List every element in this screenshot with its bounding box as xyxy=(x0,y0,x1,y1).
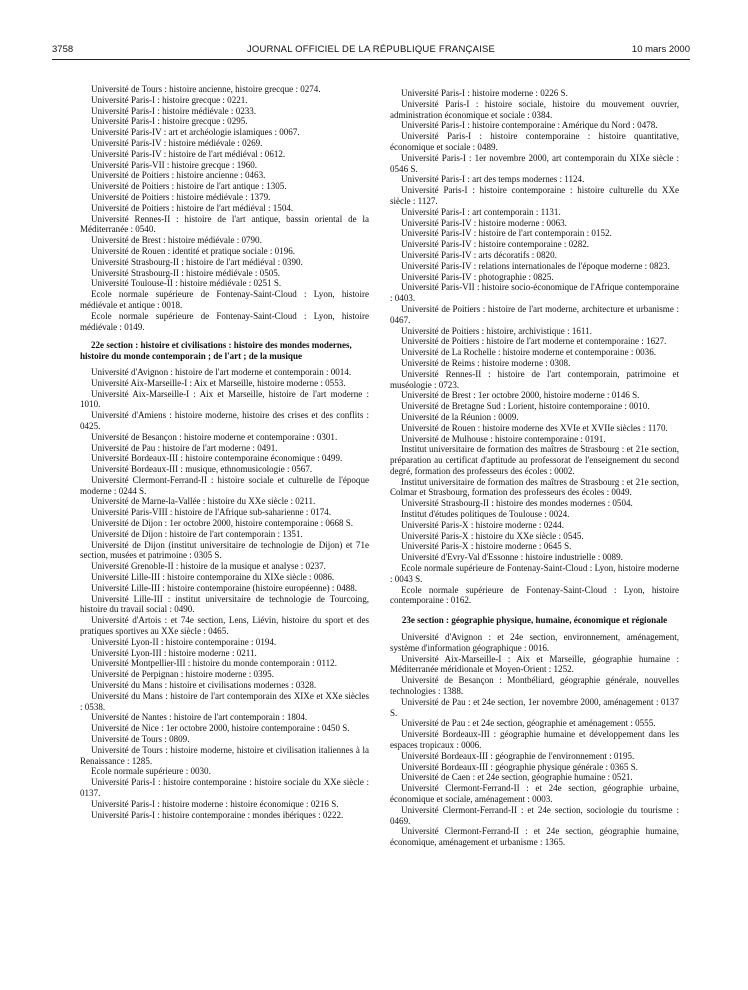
entry: Université Lille-III : institut universitaire de technologie de Tourcoing, histoire du travail social : 0490. xyxy=(80,593,369,615)
entry: Université Paris-IV : arts décoratifs : 0820. xyxy=(401,249,557,260)
entry: Université de Nice : 1er octobre 2000, histoire contemporaine : 0450 S. xyxy=(91,723,350,734)
header-rule xyxy=(52,59,690,60)
entry: Université d'Avignon : histoire de l'art moderne et contemporain : 0014. xyxy=(91,366,352,377)
entry: Université Bordeaux-III : géographie humaine et développement dans les espaces tropicaux : 0006. xyxy=(390,729,679,751)
entry: Université d'Amiens : histoire moderne, histoire des crises et des conflits : 0425. xyxy=(80,410,369,431)
entry: Université Clermont-Ferrand-II : et 24e section, géographie humaine, économique, aménagement et urbanisme : 1365. xyxy=(390,826,679,848)
entry: Université Paris-VIII : histoire de l'Afrique sub-saharienne : 0174. xyxy=(91,507,332,518)
entry: Université de Poitiers : histoire de l'art moderne et contemporaine : 1627. xyxy=(401,336,667,347)
entry: Université Paris-IV : histoire moderne : 0063. xyxy=(401,217,567,228)
entry: Université Paris-I : 1er novembre 2000, art contemporain du XIXe siècle : 0546 S. xyxy=(390,152,679,174)
entry: Université d'Evry-Val d'Essonne : histoire industrielle : 0089. xyxy=(401,552,623,563)
entry: Université de Pau : et 24e section, géographie et aménagement : 0555. xyxy=(401,718,656,729)
entry: Ecole normale supérieure de Fontenay-Saint-Cloud : Lyon, histoire contemporaine : 0162. xyxy=(390,584,679,606)
entry: Université de Brest : histoire médiévale : 0790. xyxy=(91,235,262,246)
entry: Université Paris-I : histoire médiévale : 0233. xyxy=(91,105,257,116)
entry: Université Toulouse-II : histoire médiévale : 0251 S. xyxy=(91,278,282,289)
entry: Université Paris-I : histoire grecque : 0295. xyxy=(91,116,248,127)
entry: Université Paris-X : histoire du XXe siècle : 0545. xyxy=(401,530,584,541)
entry: Université Aix-Marseille-I : Aix et Marseille, histoire de l'art moderne : 1010. xyxy=(80,388,369,410)
entry: Université Paris-VII : histoire socio-économique de l'Afrique contemporaine : 0403. xyxy=(390,282,679,304)
entry: Université de Besançon : histoire moderne et contemporaine : 0301. xyxy=(91,431,338,442)
entry: Université Paris-I : histoire contemporaine : histoire quantitative, économique et sociale : 0489. xyxy=(390,131,679,152)
entry: Université Paris-I : histoire grecque : 0221. xyxy=(91,94,248,105)
entry: Université du Mans : histoire de l'art contemporain des XIXe et XXe siècles : 0538. xyxy=(80,690,369,712)
entry: Université Lyon-II : histoire contemporaine : 0194. xyxy=(91,636,277,647)
entry: Université Bordeaux-III : géographie physique générale : 0365 S. xyxy=(401,761,638,772)
entry: Université de Rouen : identité et pratique sociale : 0196. xyxy=(91,245,296,256)
entry: Université de Caen : et 24e section, géographie humaine : 0521. xyxy=(401,772,633,783)
entry: Université Paris-I : histoire sociale, histoire du mouvement ouvrier, administration économique et sociale : 0384. xyxy=(390,98,679,120)
entry: Université Montpellier-III : histoire du monde contemporain : 0112. xyxy=(91,658,337,669)
entry: Université Paris-IV : histoire de l'art médiéval : 0612. xyxy=(91,148,286,159)
section-22-list xyxy=(80,367,369,820)
issue-date: 10 mars 2000 xyxy=(631,44,690,55)
entry: Université de Besançon : Montbéliard, géographie générale, nouvelles technologies : 1388. xyxy=(390,675,679,697)
right-column xyxy=(390,88,679,978)
entry: Université d'Artois : et 74e section, Lens, Liévin, histoire du sport et des pratiques sportives au XXe siècle : 0465. xyxy=(80,615,369,637)
entry: Université Paris-IV : histoire contemporaine : 0282. xyxy=(401,239,590,250)
entry: Université Strasbourg-II : histoire des mondes modernes : 0504. xyxy=(401,498,633,509)
entry: Université du Mans : histoire et civilisations modernes : 0328. xyxy=(91,680,317,691)
entry: Université Paris-I : histoire contemporaine : Amérique du Nord : 0478. xyxy=(401,120,658,131)
section-23-heading: 23e section : géographie physique, humaine, économique et régionale xyxy=(401,615,668,626)
entry: Université Lyon-III : histoire moderne : 0211. xyxy=(91,647,257,658)
entry: Université Paris-I : histoire contemporaine : histoire sociale du XXe siècle : 0137. xyxy=(80,777,369,798)
entry: Université de Dijon : histoire de l'art contemporain : 1351. xyxy=(91,528,303,539)
entry: Université de Bretagne Sud : Lorient, histoire contemporaine : 0010. xyxy=(401,401,650,412)
entry: Université de Poitiers : histoire médiévale : 1379. xyxy=(91,191,271,202)
entry: Université de la Réunion : 0009. xyxy=(401,411,519,422)
entry: Université de Dijon : 1er octobre 2000, histoire contemporaine : 0668 S. xyxy=(91,518,354,529)
entry: Université de Brest : 1er octobre 2000, histoire moderne : 0146 S. xyxy=(401,390,640,401)
entry: Université Lille-III : histoire contemporaine (histoire européenne) : 0488. xyxy=(91,582,358,593)
section-22-continued-list xyxy=(390,88,679,606)
entry: Université Paris-I : histoire moderne : histoire économique : 0216 S. xyxy=(91,798,339,809)
entry: Université de Poitiers : histoire de l'art médiéval : 1504. xyxy=(91,202,294,213)
entry: Université Bordeaux-III : musique, ethnomusicologie : 0567. xyxy=(91,464,313,475)
entry: Université de Tours : 0809. xyxy=(91,734,190,745)
entry: Institut universitaire de formation des maîtres de Strasbourg : et 21e section, préparation au certificat d'aptitude au professorat de l'enseignement du second degré, formation des professeurs des écoles : 0002. xyxy=(390,444,679,476)
entry: Université Paris-IV : histoire de l'art contemporain : 0152. xyxy=(401,228,612,239)
entry: Institut d'études politiques de Toulouse : 0024. xyxy=(401,509,570,520)
entry: Université Paris-VII : histoire grecque : 1960. xyxy=(91,159,258,170)
entry: Université Strasbourg-II : histoire de l'art médiéval : 0390. xyxy=(91,256,303,267)
section-23-list xyxy=(390,632,679,848)
entry: Université Aix-Marseille-I : Aix et Marseille, géographie humaine : Méditerranée méridionale et Moyen-Orient : 1252. xyxy=(390,653,679,675)
entry: Université de Marne-la-Vallée : histoire du XXe siècle : 0211. xyxy=(91,496,316,507)
entry: Université Strasbourg-II : histoire médiévale : 0505. xyxy=(91,267,281,278)
page-number: 3758 xyxy=(52,44,74,55)
entry: Université Paris-IV : histoire médiévale : 0269. xyxy=(91,137,263,148)
entry: Ecole normale supérieure de Fontenay-Saint-Cloud : Lyon, histoire moderne : 0043 S. xyxy=(390,563,679,584)
entry: Université Bordeaux-III : géographie de l'environnement : 0195. xyxy=(401,750,635,761)
entry: Université Paris-X : histoire moderne : 0244. xyxy=(401,519,565,530)
entry: Université Clermont-Ferrand-II : et 24e section, sociologie du tourisme : 0469. xyxy=(390,804,679,826)
entry: Université Grenoble-II : histoire de la musique et analyse : 0237. xyxy=(91,561,326,572)
entry: Université de Poitiers : histoire, archivistique : 1611. xyxy=(401,325,592,336)
entry: Université Paris-I : art contemporain : 1131. xyxy=(401,206,561,217)
entry: Université de Poitiers : histoire de l'art antique : 1305. xyxy=(91,181,287,192)
entry: Ecole normale supérieure : 0030. xyxy=(91,766,211,777)
entry: Université Rennes-II : histoire de l'art contemporain, patrimoine et muséologie : 0723. xyxy=(390,368,679,390)
page-header xyxy=(52,44,690,58)
entry: Université Paris-I : art des temps modernes : 1124. xyxy=(401,174,585,185)
entry: Université Paris-I : histoire contemporaine : histoire culturelle du XXe siècle : 1127. xyxy=(390,185,679,206)
entry: Université de Rouen : histoire moderne des XVIe et XVIIe siècles : 1170. xyxy=(401,422,668,433)
entry: Université de Reims : histoire moderne : 0308. xyxy=(401,357,571,368)
entry: Institut universitaire de formation des maîtres de Strasbourg : et 21e section, Colmar et Strasbourg, formation des professeurs des écoles : 0049. xyxy=(390,476,679,498)
entry: Université d'Avignon : et 24e section, environnement, aménagement, système d'information géographique : 0016. xyxy=(390,632,679,653)
entry: Ecole normale supérieure de Fontenay-Saint-Cloud : Lyon, histoire médiévale : 0149. xyxy=(80,310,369,332)
entry: Université Aix-Marseille-I : Aix et Marseille, histoire moderne : 0553. xyxy=(91,377,346,388)
entry: Université Lille-III : histoire contemporaine du XIXe siècle : 0086. xyxy=(91,572,335,583)
entry: Université Paris-X : histoire moderne : 0645 S. xyxy=(401,541,572,552)
entry: Université Bordeaux-III : histoire contemporaine économique : 0499. xyxy=(91,453,343,464)
entry: Université Paris-IV : art et archéologie islamiques : 0067. xyxy=(91,127,300,138)
entry: Université Clermont-Ferrand-II : et 24e section, géographie urbaine, économique et sociale, aménagement : 0003. xyxy=(390,783,679,804)
entry: Université de Dijon (institut universitaire de technologie de Dijon) et 71e section, musées et patrimoine : 0305 S. xyxy=(80,539,369,561)
entry: Université Paris-IV : relations internationales de l'époque moderne : 0823. xyxy=(401,260,670,271)
section-22-heading: 22e section : histoire et civilisations : histoire des mondes modernes, histoire du monde contemporain ; de l'art ; de la musique xyxy=(80,340,352,362)
entry: Université Paris-I : histoire contemporaine : mondes ibériques : 0222. xyxy=(91,809,344,820)
journal-title: JOURNAL OFFICIEL DE LA RÉPUBLIQUE FRANÇAISE xyxy=(246,44,496,55)
section-21-continued-list xyxy=(80,84,369,332)
entry: Université de Tours : histoire moderne, histoire et civilisation italiennes à la Renaissance : 1285. xyxy=(80,744,369,766)
entry: Ecole normale supérieure de Fontenay-Saint-Cloud : Lyon, histoire médiévale et antique : 0018. xyxy=(80,289,369,310)
entry: Université Rennes-II : histoire de l'art antique, bassin oriental de la Méditerranée : 0540. xyxy=(80,213,369,235)
entry: Université de Mulhouse : histoire contemporaine : 0191. xyxy=(401,433,606,444)
entry: Université Clermont-Ferrand-II : histoire sociale et culturelle de l'époque moderne : 0244 S. xyxy=(80,474,369,496)
entry: Université Paris-I : histoire moderne : 0226 S. xyxy=(401,88,568,98)
entry: Université de Tours : histoire ancienne, histoire grecque : 0274. xyxy=(91,84,321,94)
entry: Université Paris-IV : photographie : 0825. xyxy=(401,271,554,282)
entry: Université de Poitiers : histoire ancienne : 0463. xyxy=(91,170,266,181)
entry: Université de Pau : et 24e section, 1er novembre 2000, aménagement : 0137 S. xyxy=(390,696,679,718)
entry: Université de La Rochelle : histoire moderne et contemporaine : 0036. xyxy=(401,347,656,358)
entry: Université de Perpignan : histoire moderne : 0395. xyxy=(91,669,274,680)
left-column xyxy=(80,84,369,974)
entry: Université de Poitiers : histoire de l'art moderne, architecture et urbanisme : 0467. xyxy=(390,303,679,325)
entry: Université de Pau : histoire de l'art moderne : 0491. xyxy=(91,442,278,453)
entry: Université de Nantes : histoire de l'art contemporain : 1804. xyxy=(91,712,308,723)
